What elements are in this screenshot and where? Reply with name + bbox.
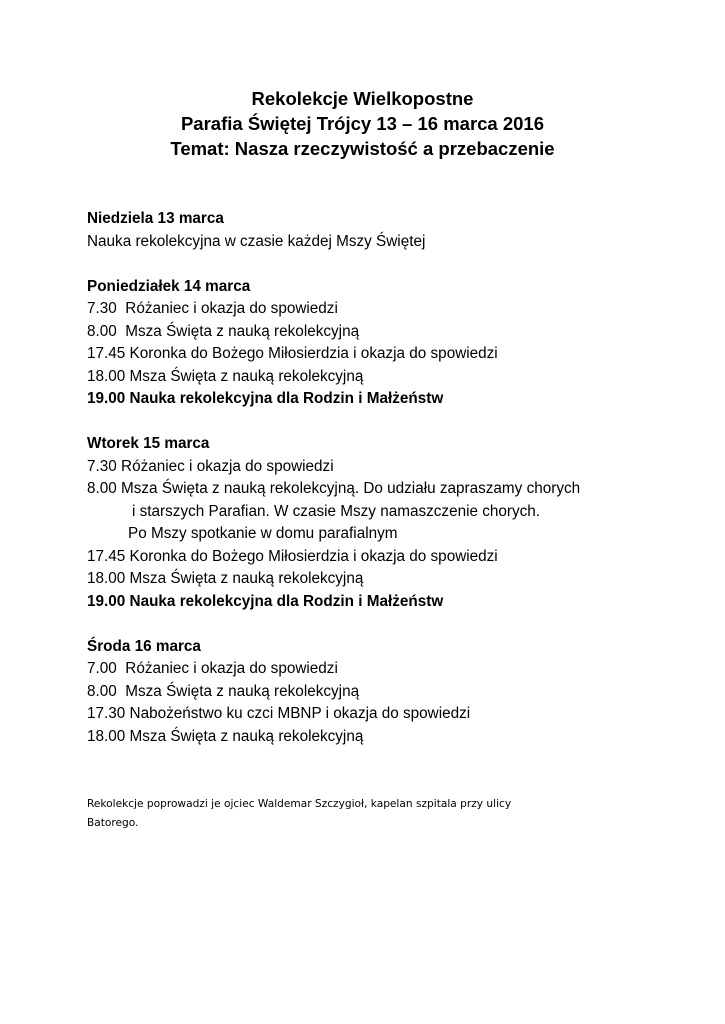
header-parish-dates: Parafia Świętej Trójcy 13 – 16 marca 2016 (180, 113, 545, 134)
schedule-item-continuation: i starszych Parafian. W czasie Mszy namaszczenie chorych. (132, 502, 541, 520)
day-title: Poniedziałek 14 marca (87, 277, 251, 295)
section-spacer (87, 613, 687, 636)
schedule-item: 7.00 Różaniec i okazja do spowiedzi (87, 660, 338, 677)
schedule-item: 17.45 Koronka do Bożego Miłosierdzia i okazja do spowiedzi (87, 345, 498, 362)
section-spacer (87, 253, 687, 276)
schedule-item: 18.00 Msza Święta z nauką rekolekcyjną (87, 727, 364, 745)
header-theme: Temat: Nasza rzeczywistość a przebaczenie (170, 138, 555, 159)
day-section-monday (87, 276, 687, 411)
footer-line: Rekolekcje poprowadzi je ojciec Waldemar Szczygioł, kapelan szpitala przy ulicy (87, 798, 512, 810)
schedule (87, 208, 687, 748)
day-section-tuesday (87, 433, 687, 613)
section-spacer (87, 411, 687, 434)
schedule-item: 7.30 Różaniec i okazja do spowiedzi (87, 300, 338, 317)
schedule-item-continuation: Po Mszy spotkanie w domu parafialnym (128, 525, 398, 542)
schedule-item: 8.00 Msza Święta z nauką rekolekcyjną. Do udziału zapraszamy chorych (87, 480, 581, 497)
day-title: Niedziela 13 marca (87, 210, 224, 227)
schedule-item: 18.00 Msza Święta z nauką rekolekcyjną (87, 570, 364, 587)
day-title: Wtorek 15 marca (87, 435, 210, 452)
footer-line: Batorego. (87, 817, 139, 829)
schedule-item: 7.30 Różaniec i okazja do spowiedzi (87, 457, 334, 475)
schedule-item: 17.30 Nabożeństwo ku czci MBNP i okazja do spowiedzi (87, 705, 471, 722)
schedule-item: 18.00 Msza Święta z nauką rekolekcyjną (87, 367, 364, 385)
day-title: Środa 16 marca (87, 637, 201, 655)
schedule-item: Nauka rekolekcyjna w czasie każdej Mszy Świętej (87, 232, 426, 250)
schedule-item: 8.00 Msza Święta z nauką rekolekcyjną (87, 322, 360, 340)
header-title: Rekolekcje Wielkopostne (251, 88, 474, 109)
schedule-item: 17.45 Koronka do Bożego Miłosierdzia i okazja do spowiedzi (87, 547, 498, 565)
footer-note (87, 795, 647, 833)
schedule-item-highlight: 19.00 Nauka rekolekcyjna dla Rodzin i Małżeństw (87, 592, 444, 610)
day-section-sunday (87, 208, 687, 253)
document-header (0, 86, 725, 161)
schedule-item-highlight: 19.00 Nauka rekolekcyjna dla Rodzin i Małżeństw (87, 390, 444, 407)
schedule-item: 8.00 Msza Święta z nauką rekolekcyjną (87, 682, 360, 700)
day-section-wednesday (87, 636, 687, 749)
